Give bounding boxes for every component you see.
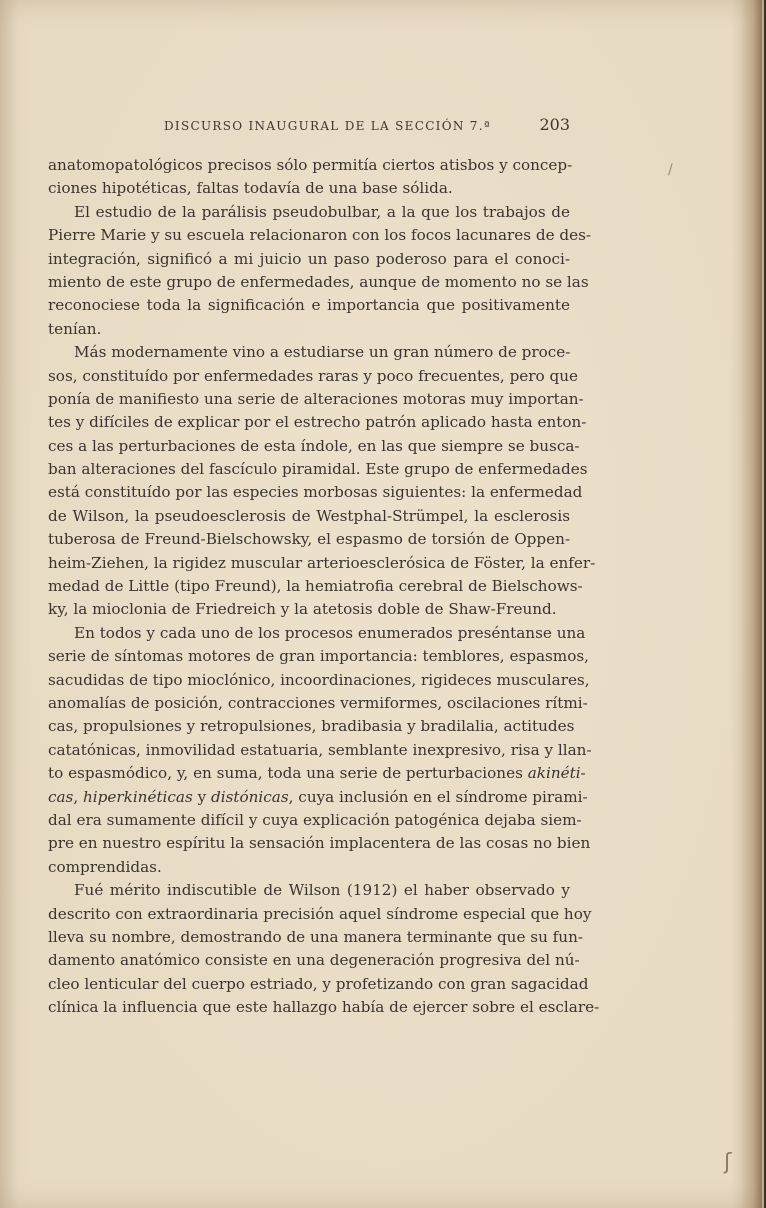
text-line: El estudio de la parálisis pseudobulbar, a la que los trabajos de (74, 202, 570, 221)
text-line: pre en nuestro espíritu la sensación implacentera de las cosas no bien (48, 834, 591, 853)
text-line: sos, constituído por enfermedades raras y poco frecuentes, pero que (48, 366, 578, 385)
stray-mark: ʃ (724, 1150, 732, 1175)
text-line: ponía de manifiesto una serie de alteraciones motoras muy importan- (48, 389, 584, 408)
text-line: Más modernamente vino a estudiarse un gran número de proce- (74, 343, 571, 362)
text-line: miento de este grupo de enfermedades, aunque de momento no se las (48, 272, 589, 291)
text-line: reconociese toda la significación e importancia que positivamente (48, 296, 570, 315)
stray-mark: / (668, 162, 673, 178)
text-fragment: y (192, 787, 212, 806)
text-line: ky, la mioclonia de Friedreich y la atetosis doble de Shaw-Freund. (48, 600, 557, 619)
text-line: damento anatómico consiste en una degeneración progresiva del nú- (48, 951, 580, 970)
page-header (48, 115, 570, 139)
page-edge-shadow (740, 0, 762, 1208)
text-line: descrito con extraordinaria precisión aquel síndrome especial que hoy (48, 904, 592, 923)
text-line: Pierre Marie y su escuela relacionaron con los focos lacunares de des- (48, 226, 592, 245)
text-line: de Wilson, la pseudoesclerosis de Westphal-Strümpel, la esclerosis (48, 506, 570, 525)
text-line: sacudidas de tipo mioclónico, incoordinaciones, rigideces musculares, (48, 670, 590, 689)
italic-term: hiperkinéticas (83, 787, 193, 806)
text-line: tes y difíciles de explicar por el estrecho patrón aplicado hasta enton- (48, 413, 587, 432)
text-line: ciones hipotéticas, faltas todavía de una base sólida. (48, 179, 453, 198)
text-fragment: , cuya inclusión en el síndrome pirami- (288, 787, 588, 806)
text-line: cleo lenticular del cuerpo estriado, y profetizando con gran sagacidad (48, 974, 589, 993)
text-line: lleva su nombre, demostrando de una manera terminante que su fun- (48, 927, 583, 946)
italic-term: akinéti- (527, 764, 586, 783)
text-line: ces a las perturbaciones de esta índole, en las que siempre se busca- (48, 436, 580, 455)
text-line: tuberosa de Freund-Bielschowsky, el espasmo de torsión de Oppen- (48, 530, 570, 549)
italic-term: distónicas (211, 787, 289, 806)
text-line: heim-Ziehen, la rigidez muscular arterioesclerósica de Föster, la enfer- (48, 553, 596, 572)
text-line: cas, propulsiones y retropulsiones, bradibasia y bradilalia, actitudes (48, 717, 575, 736)
text-line: comprendidas. (48, 857, 162, 876)
text-line: catatónicas, inmovilidad estatuaria, semblante inexpresivo, risa y llan- (48, 740, 592, 759)
text-line (48, 786, 588, 809)
text-line: Fué mérito indiscutible de Wilson (1912) el haber observado y (74, 881, 570, 900)
running-title: DISCURSO INAUGURAL DE LA SECCIÓN 7.ª (164, 119, 491, 133)
text-fragment: , (73, 787, 84, 806)
text-line: integración, significó a mi juicio un paso poderoso para el conoci- (48, 249, 570, 268)
text-line: tenían. (48, 319, 102, 338)
text-line: dal era sumamente difícil y cuya explicación patogénica dejaba siem- (48, 810, 582, 829)
italic-term: cas (48, 787, 74, 806)
text-fragment: to espasmódico, y, en suma, toda una serie de perturbaciones (48, 764, 528, 783)
text-line (48, 762, 586, 785)
text-line: anatomopatológicos precisos sólo permitía ciertos atisbos y concep- (48, 156, 573, 174)
text-line: medad de Little (tipo Freund), la hemiatrofia cerebral de Bielschows- (48, 577, 583, 596)
page-number: 203 (539, 115, 570, 134)
text-line: ban alteraciones del fascículo piramidal. Este grupo de enfermedades (48, 460, 588, 479)
text-line: En todos y cada uno de los procesos enumerados preséntanse una (74, 623, 586, 642)
text-line: clínica la influencia que este hallazgo había de ejercer sobre el esclare- (48, 998, 600, 1017)
text-line: serie de síntomas motores de gran importancia: temblores, espasmos, (48, 647, 589, 666)
text-line: está constituído por las especies morbosas siguientes: la enfermedad (48, 483, 583, 502)
text-line: anomalías de posición, contracciones vermiformes, oscilaciones rítmi- (48, 693, 588, 712)
body-text (48, 154, 600, 1019)
